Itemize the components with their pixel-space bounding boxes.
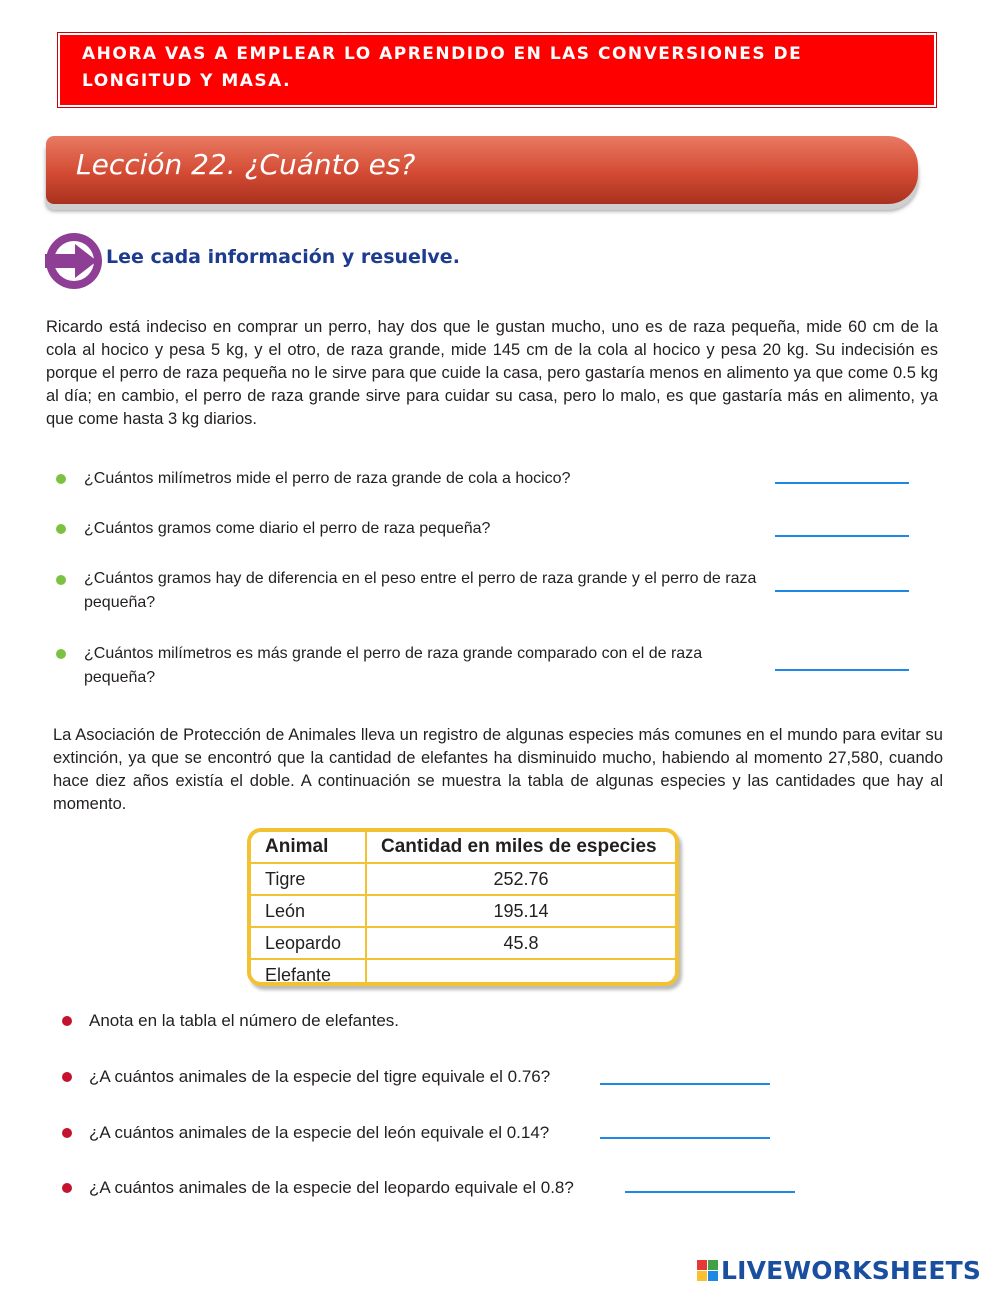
elephant-quantity-input[interactable] bbox=[366, 959, 675, 986]
table-header-row bbox=[251, 832, 675, 863]
answer-line-8[interactable] bbox=[625, 1191, 795, 1193]
question-3: ¿Cuántos gramos hay de diferencia en el peso entre el perro de raza grande y el perro de raza pequeña? bbox=[84, 570, 757, 611]
header-animal: Animal bbox=[251, 832, 366, 863]
bullet-icon bbox=[56, 524, 66, 534]
bullet-icon bbox=[56, 649, 66, 659]
question-8: ¿A cuántos animales de la especie del leopardo equivale el 0.8? bbox=[89, 1178, 574, 1197]
logo-squares-icon bbox=[697, 1260, 718, 1281]
lesson-title: Lección 22. ¿Cuánto es? bbox=[76, 148, 416, 181]
liveworksheets-logo bbox=[697, 1256, 981, 1285]
answer-line-6[interactable] bbox=[600, 1083, 770, 1085]
answer-line-1[interactable] bbox=[775, 482, 909, 484]
question-6: ¿A cuántos animales de la especie del tigre equivale el 0.76? bbox=[89, 1067, 551, 1086]
question-4: ¿Cuántos milímetros es más grande el perro de raza grande comparado con el de raza pequeña? bbox=[84, 645, 703, 686]
brand-name: LIVEWORKSHEETS bbox=[721, 1256, 982, 1285]
cell-quantity: 252.76 bbox=[366, 863, 675, 895]
question-7: ¿A cuántos animales de la especie del león equivale el 0.14? bbox=[89, 1123, 550, 1142]
question-5: Anota en la tabla el número de elefantes. bbox=[89, 1011, 399, 1030]
instruction-text: Lee cada información y resuelve. bbox=[106, 246, 460, 268]
bullet-icon bbox=[62, 1183, 72, 1193]
question-1: ¿Cuántos milímetros mide el perro de raza grande de cola a hocico? bbox=[84, 470, 571, 487]
question-2: ¿Cuántos gramos come diario el perro de raza pequeña? bbox=[84, 520, 491, 537]
cell-animal: León bbox=[251, 895, 366, 927]
table-row bbox=[251, 927, 675, 959]
banner-text: AHORA VAS A EMPLEAR LO APRENDIDO EN LAS CONVERSIONES DE LONGITUD Y MASA. bbox=[82, 44, 803, 91]
header-banner bbox=[58, 33, 936, 107]
answer-line-2[interactable] bbox=[775, 535, 909, 537]
cell-animal: Elefante bbox=[251, 959, 366, 986]
bullet-icon bbox=[62, 1072, 72, 1082]
association-paragraph: La Asociación de Protección de Animales lleva un registro de algunas especies más comunes en el mundo para evitar su extinción, ya que se encontró que la cantidad de elefantes ha disminuido mucho, habiendo al momento 27,580, cuando hace diez años existía el doble. A continuación se muestra la tabla de algunas especies y las cantidades que hay al momento. bbox=[53, 726, 943, 813]
cell-animal: Leopardo bbox=[251, 927, 366, 959]
cell-quantity: 195.14 bbox=[366, 895, 675, 927]
bullet-icon bbox=[62, 1128, 72, 1138]
table-row bbox=[251, 959, 675, 986]
lesson-title-bar bbox=[46, 136, 918, 204]
answer-line-4[interactable] bbox=[775, 669, 909, 671]
species-table bbox=[247, 828, 679, 986]
bullet-icon bbox=[56, 575, 66, 585]
cell-quantity: 45.8 bbox=[366, 927, 675, 959]
table-row bbox=[251, 863, 675, 895]
answer-line-7[interactable] bbox=[600, 1137, 770, 1139]
bullet-icon bbox=[56, 474, 66, 484]
cell-animal: Tigre bbox=[251, 863, 366, 895]
bullet-icon bbox=[62, 1016, 72, 1026]
table-row bbox=[251, 895, 675, 927]
header-quantity: Cantidad en miles de especies bbox=[366, 832, 675, 863]
answer-line-3[interactable] bbox=[775, 590, 909, 592]
arrow-right-icon bbox=[45, 232, 103, 290]
story-paragraph: Ricardo está indeciso en comprar un perro, hay dos que le gustan mucho, uno es de raza pequeña, mide 60 cm de la cola al hocico y pesa 5 kg, y el otro, de raza grande, mide 145 cm de la cola al hocico y pesa 20 kg. Su indecisión es porque el perro de raza pequeña no le sirve para que cuide la casa, pero gastaría menos en alimento ya que come 0.5 kg al día; en cambio, el perro de raza grande sirve para cuidar su casa, pero lo malo, es que gastaría más en alimento, ya que come hasta 3 kg diarios. bbox=[46, 318, 938, 428]
